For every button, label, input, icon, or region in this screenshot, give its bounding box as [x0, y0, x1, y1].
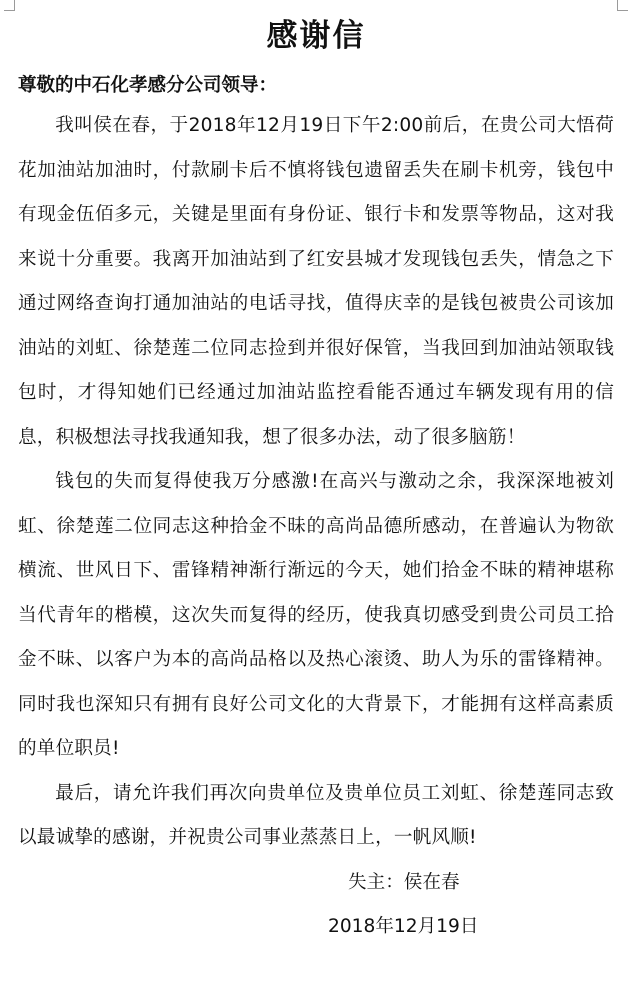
- letter-salutation: 尊敬的中石化孝感分公司领导：: [18, 75, 278, 96]
- letter-paragraph-3: 最后，请允许我们再次向贵单位及贵单位员工刘虹、徐楚莲同志致以最诚挚的感谢，并祝贵公司事业蒸蒸日上，一帆风顺!: [18, 782, 614, 848]
- letter-signature: 失主：侯在春: [348, 871, 460, 893]
- page-corner-mark-left: [4, 0, 15, 11]
- letter-title: 感谢信: [266, 18, 366, 54]
- page-corner-mark-right: [617, 0, 628, 11]
- letter-paragraph-2: 钱包的失而复得使我万分感激!在高兴与激动之余，我深深地被刘虹、徐楚莲二位同志这种拾金不昧的高尚品德所感动，在普遍认为物欲横流、世风日下、雷锋精神渐行渐远的今天，她们拾金不昧的精神堪称当代青年的楷模，这次失而复得的经历，使我真切感受到贵公司员工拾金不昧、以客户为本的高尚品格以及热心滚烫、助人为乐的雷锋精神。同时我也深知只有拥有良好公司文化的大背景下，才能拥有这样高素质的单位职员!: [18, 471, 614, 759]
- letter-paragraph-1: 我叫侯在春，于2018年12月19日下午2:00前后，在贵公司大悟荷花加油站加油时，付款刷卡后不慎将钱包遗留丢失在刷卡机旁，钱包中有现金伍佰多元，关键是里面有身份证、银行卡和发票等物品，这对我来说十分重要。我离开加油站到了红安县城才发现钱包丢失，情急之下通过网络查询打通加油站的电话寻找，值得庆幸的是钱包被贵公司该加油站的刘虹、徐楚莲二位同志捡到并很好保管，当我回到加油站领取钱包时，才得知她们已经通过加油站监控看能否通过车辆发现有用的信息，积极想法寻找我通知我，想了很多办法，动了很多脑筋！: [18, 115, 614, 448]
- letter-date: 2018年12月19日: [328, 915, 479, 937]
